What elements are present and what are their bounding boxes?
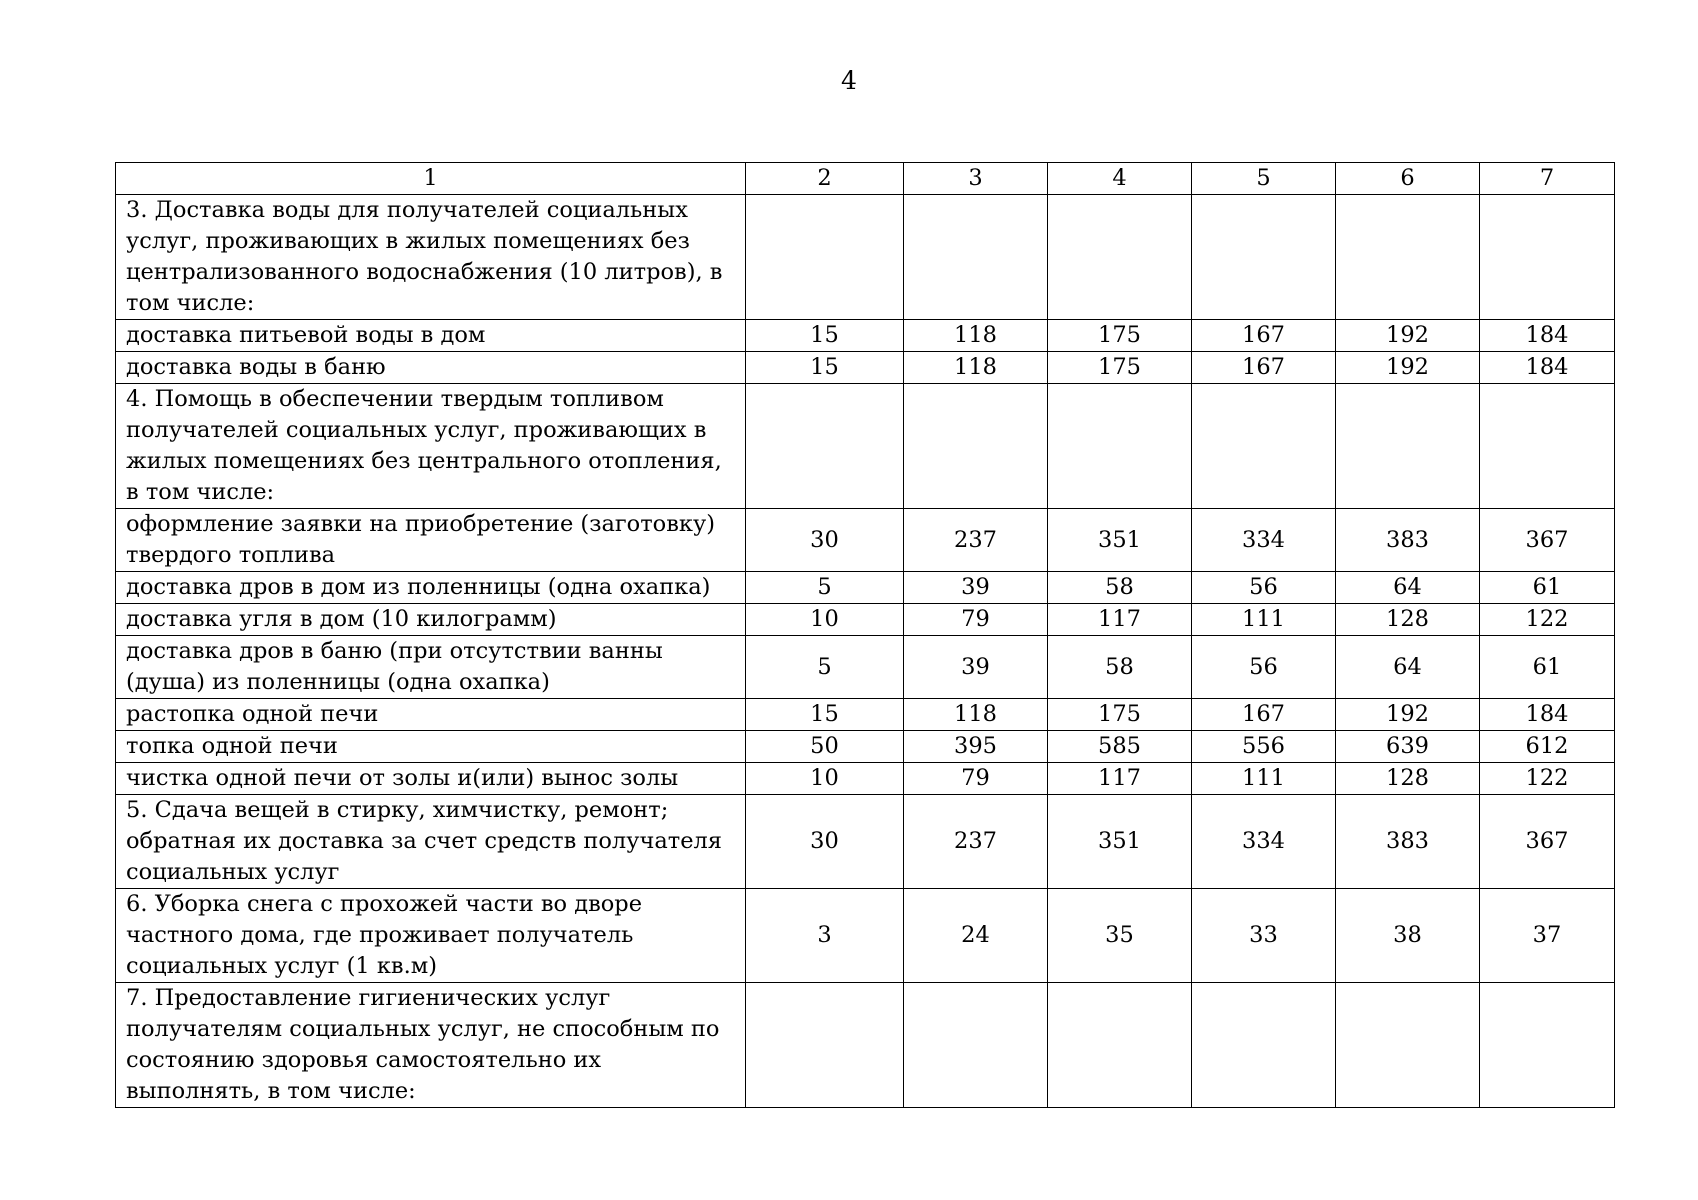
row-value: 10	[746, 604, 904, 636]
row-value: 10	[746, 763, 904, 795]
row-value: 334	[1192, 795, 1336, 889]
row-value	[1048, 983, 1192, 1108]
row-value: 3	[746, 889, 904, 983]
row-value: 39	[904, 572, 1048, 604]
row-value: 39	[904, 636, 1048, 699]
row-value: 184	[1480, 320, 1615, 352]
row-description: растопка одной печи	[116, 699, 746, 731]
header-cell: 3	[904, 163, 1048, 195]
row-value	[1192, 195, 1336, 320]
row-value	[746, 195, 904, 320]
row-value: 111	[1192, 604, 1336, 636]
table-row	[116, 763, 1615, 795]
row-value: 79	[904, 763, 1048, 795]
row-value: 64	[1336, 636, 1480, 699]
row-description: 6. Уборка снега с прохожей части во дворе частного дома, где проживает получатель социальных услуг (1 кв.м)	[116, 889, 746, 983]
row-description: 4. Помощь в обеспечении твердым топливом получателей социальных услуг, проживающих в жилых помещениях без центрального отопления, в том числе:	[116, 384, 746, 509]
table-row	[116, 352, 1615, 384]
row-description: доставка угля в дом (10 килограмм)	[116, 604, 746, 636]
row-value: 24	[904, 889, 1048, 983]
row-value: 50	[746, 731, 904, 763]
row-value: 118	[904, 699, 1048, 731]
table-row	[116, 636, 1615, 699]
row-value: 15	[746, 352, 904, 384]
row-value: 61	[1480, 636, 1615, 699]
table-row	[116, 795, 1615, 889]
row-value: 175	[1048, 320, 1192, 352]
row-value: 38	[1336, 889, 1480, 983]
row-value: 15	[746, 320, 904, 352]
header-cell: 2	[746, 163, 904, 195]
row-description: доставка дров в баню (при отсутствии ванны (душа) из поленницы (одна охапка)	[116, 636, 746, 699]
row-value	[904, 983, 1048, 1108]
row-value: 192	[1336, 352, 1480, 384]
row-value: 184	[1480, 352, 1615, 384]
row-value: 33	[1192, 889, 1336, 983]
header-cell: 6	[1336, 163, 1480, 195]
row-description: 7. Предоставление гигиенических услуг получателям социальных услуг, не способным по состоянию здоровья самостоятельно их выполнять, в том числе:	[116, 983, 746, 1108]
table-header-row	[116, 163, 1615, 195]
header-cell: 7	[1480, 163, 1615, 195]
row-value: 37	[1480, 889, 1615, 983]
row-value	[1048, 384, 1192, 509]
table-row	[116, 572, 1615, 604]
row-value: 111	[1192, 763, 1336, 795]
row-value: 639	[1336, 731, 1480, 763]
row-value: 167	[1192, 352, 1336, 384]
row-value: 118	[904, 320, 1048, 352]
row-value: 237	[904, 795, 1048, 889]
row-value: 58	[1048, 636, 1192, 699]
row-value: 56	[1192, 636, 1336, 699]
row-value	[1192, 384, 1336, 509]
row-value: 117	[1048, 604, 1192, 636]
table-row	[116, 384, 1615, 509]
row-value	[1336, 983, 1480, 1108]
row-value	[1048, 195, 1192, 320]
row-value	[746, 983, 904, 1108]
row-value	[1480, 195, 1615, 320]
row-description: топка одной печи	[116, 731, 746, 763]
row-description: 3. Доставка воды для получателей социальных услуг, проживающих в жилых помещениях без централизованного водоснабжения (10 литров), в том числе:	[116, 195, 746, 320]
row-value: 15	[746, 699, 904, 731]
row-value: 35	[1048, 889, 1192, 983]
table-row	[116, 195, 1615, 320]
table-row	[116, 699, 1615, 731]
row-value: 122	[1480, 763, 1615, 795]
row-value: 128	[1336, 763, 1480, 795]
row-description: оформление заявки на приобретение (заготовку) твердого топлива	[116, 509, 746, 572]
row-value: 556	[1192, 731, 1336, 763]
row-value: 175	[1048, 352, 1192, 384]
table-row	[116, 983, 1615, 1108]
row-description: доставка питьевой воды в дом	[116, 320, 746, 352]
row-value	[746, 384, 904, 509]
row-value: 334	[1192, 509, 1336, 572]
row-value: 383	[1336, 509, 1480, 572]
row-value: 58	[1048, 572, 1192, 604]
page-number: 4	[841, 66, 857, 95]
row-value: 395	[904, 731, 1048, 763]
row-value	[1192, 983, 1336, 1108]
row-value: 118	[904, 352, 1048, 384]
row-value: 192	[1336, 699, 1480, 731]
row-value	[1480, 983, 1615, 1108]
table-row	[116, 320, 1615, 352]
row-value: 61	[1480, 572, 1615, 604]
row-value: 64	[1336, 572, 1480, 604]
row-value: 117	[1048, 763, 1192, 795]
row-value: 351	[1048, 509, 1192, 572]
row-value: 122	[1480, 604, 1615, 636]
row-value: 167	[1192, 699, 1336, 731]
header-cell: 1	[116, 163, 746, 195]
row-value: 367	[1480, 795, 1615, 889]
row-value: 184	[1480, 699, 1615, 731]
row-description: 5. Сдача вещей в стирку, химчистку, ремонт; обратная их доставка за счет средств получателя социальных услуг	[116, 795, 746, 889]
row-description: чистка одной печи от золы и(или) вынос золы	[116, 763, 746, 795]
table-row	[116, 604, 1615, 636]
row-value: 585	[1048, 731, 1192, 763]
table-row	[116, 509, 1615, 572]
row-value	[1336, 384, 1480, 509]
row-value: 383	[1336, 795, 1480, 889]
row-value: 30	[746, 509, 904, 572]
table-row	[116, 731, 1615, 763]
row-value	[904, 384, 1048, 509]
row-value	[1336, 195, 1480, 320]
row-value: 175	[1048, 699, 1192, 731]
row-value: 56	[1192, 572, 1336, 604]
header-cell: 4	[1048, 163, 1192, 195]
row-description: доставка воды в баню	[116, 352, 746, 384]
row-description: доставка дров в дом из поленницы (одна охапка)	[116, 572, 746, 604]
tariff-table	[115, 162, 1615, 1108]
row-value: 5	[746, 636, 904, 699]
row-value: 5	[746, 572, 904, 604]
table-row	[116, 889, 1615, 983]
row-value: 612	[1480, 731, 1615, 763]
header-cell: 5	[1192, 163, 1336, 195]
row-value: 79	[904, 604, 1048, 636]
row-value: 351	[1048, 795, 1192, 889]
row-value: 128	[1336, 604, 1480, 636]
row-value: 30	[746, 795, 904, 889]
row-value: 367	[1480, 509, 1615, 572]
row-value: 237	[904, 509, 1048, 572]
row-value: 167	[1192, 320, 1336, 352]
row-value	[904, 195, 1048, 320]
row-value	[1480, 384, 1615, 509]
row-value: 192	[1336, 320, 1480, 352]
